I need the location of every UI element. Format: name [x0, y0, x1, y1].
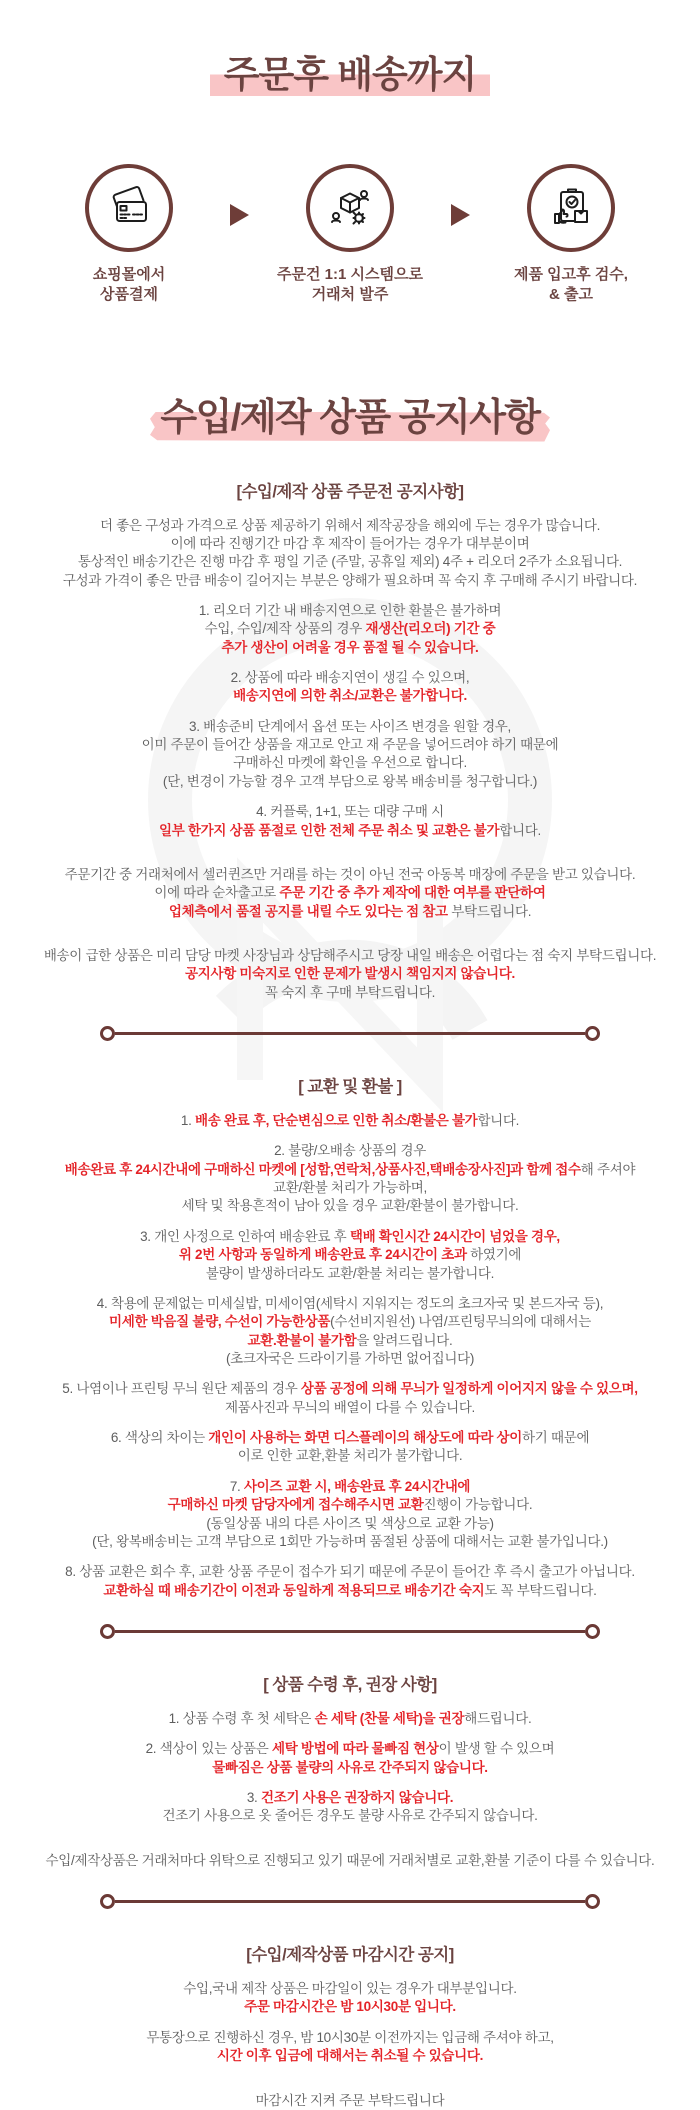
section-divider	[100, 1026, 600, 1041]
notice-section-1	[5, 478, 695, 1003]
inspection-shipping-icon	[527, 164, 615, 252]
page-title	[0, 44, 700, 98]
divider-line	[115, 1900, 585, 1903]
notice-sections	[5, 478, 695, 2110]
notice-paragraph: 더 좋은 구성과 가격으로 상품 제공하기 위해서 제작공장을 해외에 두는 경우가 많습니다. 이에 따라 진행기간 마감 후 제작이 들어가는 경우가 대부분이며 통상적인 배송기간은 진행 마감 후 평일 기준 (주말, 공휴일 제외) 4주 + 리오더 2주가 소요됩니다. 구성과 가격이 좋은 만큼 배송이 길어지는 부분은 양해가 필요하며 꼭 숙지 후 구매해 주시기 바랍니다.	[62, 517, 638, 588]
notice-paragraph: 수입,국내 제작 상품은 마감일이 있는 경우가 대부분입니다. 주문 마감시간은 밤 10시30분 입니다.	[183, 1981, 517, 2015]
notice-section-3	[5, 1671, 695, 1870]
divider-line	[115, 1032, 585, 1035]
notice-paragraph: 수입/제작상품은 거래처마다 위탁으로 진행되고 있기 때문에 거래처별로 교환,환불 기준이 다를 수 있습니다.	[45, 1852, 655, 1868]
notice-paragraph: 배송이 급한 상품은 미리 담당 마켓 사장님과 상담해주시고 당장 내일 배송은 어렵다는 점 숙지 부탁드립니다. 공지사항 미숙지로 인한 문제가 발생시 책임지지 않습니다. 꼭 숙지 후 구매 부탁드립니다.	[43, 947, 657, 1000]
divider-ring-right	[585, 1624, 600, 1639]
divider-ring-left	[100, 1026, 115, 1041]
notice-paragraph: 3. 건조기 사용은 권장하지 않습니다. 건조기 사용으로 옷 줄어든 경우도 불량 사유로 간주되지 않습니다.	[162, 1790, 538, 1824]
section-divider	[100, 1894, 600, 1909]
notice-paragraph: 주문기간 중 거래처에서 셀러퀸즈만 거래를 하는 것이 아닌 전국 아동복 매장에 주문을 받고 있습니다. 이에 따라 순차출고로 주문 기간 중 추가 제작에 대한 여부를 판단하여 업체측에서 품절 공지를 내릴 수도 있다는 점 참고 부탁드립니다.	[64, 866, 636, 919]
divider-ring-right	[585, 1894, 600, 1909]
divider-ring-left	[100, 1624, 115, 1639]
section-heading: [수입/제작 상품 주문전 공지사항]	[236, 482, 464, 501]
notice-paragraph: 4. 커플룩, 1+1, 또는 대량 구매 시 일부 한가지 상품 품절로 인한 전체 주문 취소 및 교환은 불가합니다.	[159, 804, 541, 838]
pink-highlight: 주문후 배송까지	[210, 54, 490, 97]
order-process-row	[0, 164, 700, 306]
process-step-label: 쇼핑몰에서 상품결제	[92, 266, 166, 304]
notice-paragraph: 3. 개인 사정으로 인하여 배송완료 후 택배 확인시간 24시간이 넘었을 경우, 위 2번 사항과 동일하게 배송완료 후 24시간이 초과 하였기에 불량이 발생하더라도 교환/환불 처리는 불가합니다.	[140, 1228, 560, 1281]
notice-paragraph: 5. 나염이나 프린팅 무늬 원단 제품의 경우 상품 공정에 의해 무늬가 일정하게 이어지지 않을 수 있으며, 제품사진과 무늬의 배열이 다를 수 있습니다.	[62, 1381, 638, 1415]
notice-paragraph: 7. 사이즈 교환 시, 배송완료 후 24시간내에 구매하신 마켓 담당자에게 접수해주시면 교환진행이 가능합니다. (동일상품 내의 다른 사이즈 및 색상으로 교환 가능) (단, 왕복배송비는 고객 부담으로 1회만 가능하며 품절된 상품에 대해서는 교환 불가입니다.)	[92, 1478, 608, 1549]
notice-paragraph: 무통장으로 진행하신 경우, 밤 10시30분 이전까지는 입금해 주셔야 하고, 시간 이후 입금에 대해서는 취소될 수 있습니다.	[146, 2029, 554, 2064]
arrow-right-icon	[230, 204, 249, 226]
divider-ring-left	[100, 1894, 115, 1909]
divider-ring-right	[585, 1026, 600, 1041]
section-divider	[100, 1624, 600, 1639]
process-step-order-system	[255, 164, 445, 306]
section-heading: [수입/제작상품 마감시간 공지]	[246, 1946, 454, 1965]
notice-paragraph: 2. 색상이 있는 상품은 세탁 방법에 따라 물빠짐 현상이 발생 할 수 있으며 물빠짐은 상품 불량의 사유로 간주되지 않습니다.	[145, 1741, 555, 1775]
process-step-payment	[34, 164, 224, 306]
process-step-label: 주문건 1:1 시스템으로 거래처 발주	[277, 266, 423, 304]
notice-title: 수입/제작 상품 공지사항	[0, 392, 700, 444]
notice-paragraph: 2. 상품에 따라 배송지연이 생길 수 있으며, 배송지연에 의한 취소/교환은 불가합니다.	[230, 670, 470, 704]
arrow-right-icon	[451, 204, 470, 226]
section-heading: [ 상품 수령 후, 권장 사항]	[263, 1675, 437, 1694]
divider-line	[115, 1630, 585, 1633]
process-step-label: 제품 입고후 검수, & 출고	[514, 266, 628, 304]
notice-paragraph: 1. 리오더 기간 내 배송지연으로 인한 환불은 불가하며 수입, 수입/제작 상품의 경우 재생산(리오더) 기간 중 추가 생산이 어려울 경우 품절 될 수 있습니다.	[198, 602, 502, 655]
notice-section-4	[5, 1941, 695, 2110]
notice-paragraph: 4. 착용에 문제없는 미세실밥, 미세이염(세탁시 지워지는 정도의 초크자국 및 본드자국 등), 미세한 박음질 불량, 수선이 가능한상품(수선비지원선) 나염/프린팅무늬의에 대해서는 교환.환불이 불가함을 알려드립니다. (초크자국은 드라이기를 가하면 없어집니다)	[96, 1295, 604, 1366]
process-step-inspection	[476, 164, 666, 306]
section-heading: [ 교환 및 환불 ]	[298, 1078, 402, 1097]
notice-section-2	[5, 1073, 695, 1600]
notice-paragraph: 2. 불량/오배송 상품의 경우 배송완료 후 24시간내에 구매하신 마켓에 [성함,연락처,상품사진,택배송장사진]과 함께 접수해 주셔야 교환/환불 처리가 가능하며, 세탁 및 착용흔적이 남아 있을 경우 교환/환불이 불가합니다.	[64, 1143, 636, 1214]
credit-cards-icon	[85, 164, 173, 252]
notice-paragraph: 1. 배송 완료 후, 단순변심으로 인한 취소/환불은 불가합니다.	[180, 1113, 520, 1129]
notice-paragraph: 6. 색상의 차이는 개인이 사용하는 화면 디스플레이의 해상도에 따라 상이하기 때문에 이로 인한 교환,환불 처리가 불가합니다.	[110, 1430, 590, 1464]
notice-paragraph: 1. 상품 수령 후 첫 세탁은 손 세탁 (찬물 세탁)을 권장해드립니다.	[168, 1710, 532, 1726]
notice-paragraph: 마감시간 지켜 주문 부탁드립니다	[255, 2092, 445, 2108]
notice-paragraph: 3. 배송준비 단계에서 옵션 또는 사이즈 변경을 원할 경우, 이미 주문이 들어간 상품을 재고로 안고 재 주문을 넣어드려야 하기 때문에 구매하신 마켓에 확인을 우선으로 합니다. (단, 변경이 가능할 경우 고객 부담으로 왕복 배송비를 청구합니다.)	[141, 718, 559, 789]
notice-paragraph: 8. 상품 교환은 회수 후, 교환 상품 주문이 접수가 되기 때문에 주문이 들어간 후 즉시 출고가 아닙니다. 교환하실 때 배송기간이 이전과 동일하게 적용되므로 배송기간 숙지도 꼭 부탁드립니다.	[65, 1564, 635, 1598]
order-system-icon	[306, 164, 394, 252]
